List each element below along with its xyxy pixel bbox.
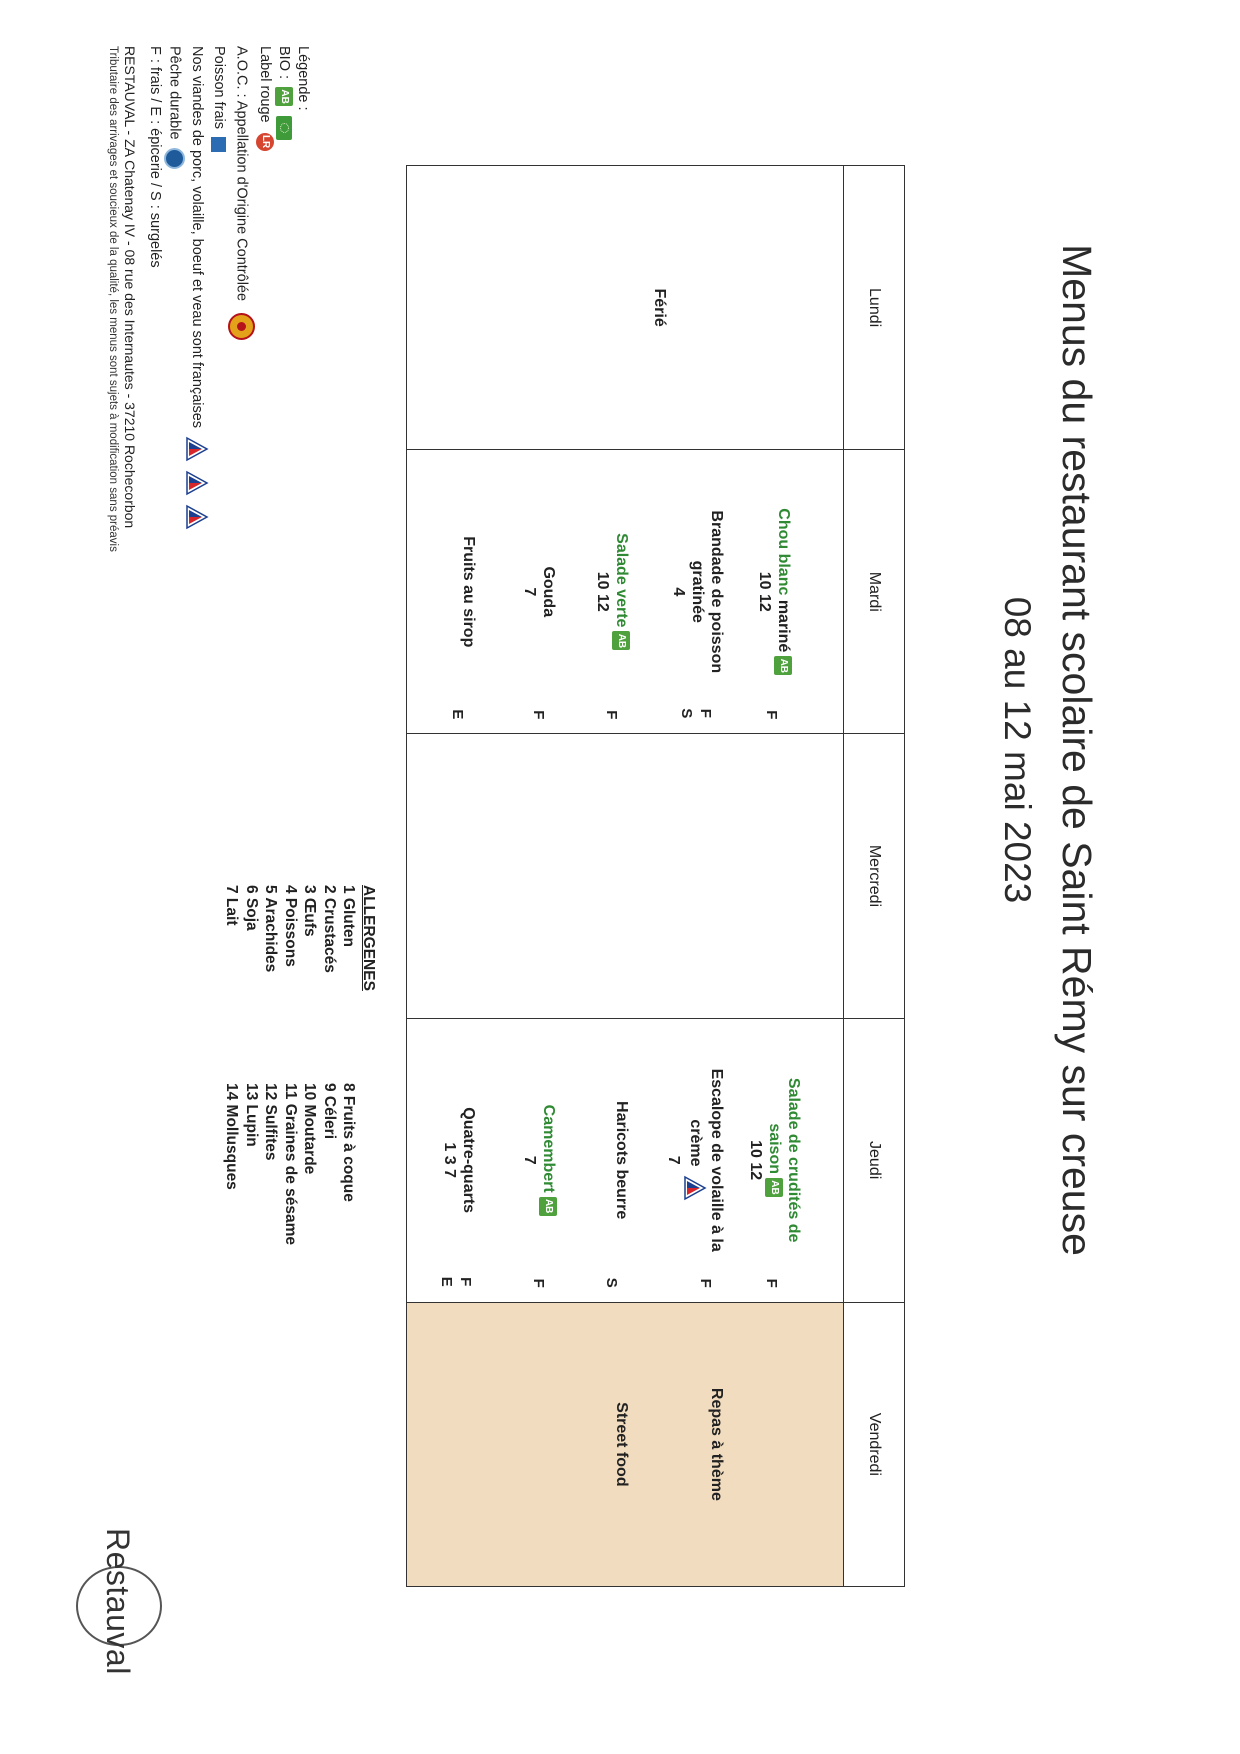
bio-icon: AB bbox=[275, 87, 293, 106]
dish-fruits-sirop bbox=[459, 450, 478, 733]
dish-escalope bbox=[664, 1019, 726, 1302]
allergen-codes: 10 12 bbox=[594, 571, 611, 612]
cell-jeudi bbox=[407, 1018, 844, 1302]
allergen-item: 2 Crustacés bbox=[321, 885, 338, 973]
boeuf-francais-icon bbox=[185, 504, 209, 530]
origin-code: F bbox=[530, 710, 547, 720]
bio-icon: AB bbox=[612, 631, 630, 650]
allergen-item: 6 Soja bbox=[243, 885, 260, 931]
allergen-item: 3 Œufs bbox=[301, 885, 319, 937]
holiday-label: Férié bbox=[651, 288, 668, 327]
allergen-codes: 10 12 bbox=[756, 571, 773, 612]
dish-name: Escalope de volaille à la crème bbox=[686, 1068, 725, 1252]
allergen-item: 13 Lupin bbox=[243, 1083, 260, 1147]
legend-viandes bbox=[185, 46, 209, 530]
legend-poisson bbox=[209, 46, 228, 530]
dish-gouda bbox=[520, 450, 558, 733]
viande-francaise-icon bbox=[683, 1175, 707, 1201]
header-jeudi: Jeudi bbox=[844, 1018, 905, 1302]
dish-quatre-quarts bbox=[440, 1019, 478, 1302]
day-header-row bbox=[844, 166, 905, 1587]
weekly-menu-table bbox=[406, 165, 905, 1587]
dish-name: Quatre-quarts bbox=[460, 1107, 477, 1214]
dish-name-green: Camembert bbox=[540, 1104, 557, 1193]
cell-vendredi bbox=[407, 1302, 844, 1586]
origin-code: F E bbox=[438, 1276, 474, 1287]
restauval-logo bbox=[38, 1528, 170, 1675]
legend-label-rouge-label: Label rouge bbox=[257, 46, 273, 123]
dish-name: mariné bbox=[775, 595, 792, 653]
legend bbox=[145, 46, 312, 530]
origin-code: F S bbox=[678, 708, 714, 719]
poisson-frais-icon bbox=[211, 137, 226, 152]
allergen-codes: 4 bbox=[670, 587, 687, 597]
dish-name-green: Salade de crudités de saison bbox=[766, 1077, 802, 1243]
allergen-codes: 7 bbox=[521, 587, 538, 597]
allergens-list bbox=[223, 885, 379, 1246]
legend-peche-label: Pêche durable bbox=[166, 46, 183, 140]
allergen-item: 11 Graines de sésame bbox=[282, 1083, 299, 1246]
dish-name-green: Salade verte bbox=[613, 533, 630, 628]
label-rouge-icon: LR bbox=[256, 133, 274, 151]
dish-name-green: Chou blanc bbox=[775, 508, 792, 596]
dish-name: Gouda bbox=[540, 566, 557, 618]
origin-code: S bbox=[603, 1277, 620, 1288]
logo-text: Restauval bbox=[100, 1528, 136, 1675]
origin-code: F bbox=[603, 710, 620, 720]
origin-code: F bbox=[763, 1278, 780, 1288]
origin-code: E bbox=[449, 709, 466, 720]
allergen-item: 10 Moutarde bbox=[301, 1083, 319, 1175]
dish-camembert bbox=[520, 1019, 558, 1302]
allergen-item: 5 Arachides bbox=[262, 885, 280, 973]
dish-salade-verte bbox=[593, 450, 631, 733]
legend-poisson-label: Poisson frais bbox=[211, 46, 227, 130]
page-title: Menus du restaurant scolaire de Saint Rémy sur creuse bbox=[1054, 244, 1100, 1256]
allergen-item: 12 Sulfites bbox=[262, 1083, 280, 1161]
dish-brandade bbox=[669, 450, 726, 733]
allergen-item: 7 Lait bbox=[223, 885, 241, 926]
header-mardi: Mardi bbox=[844, 450, 905, 734]
theme-meal-label: Repas à thème bbox=[708, 1387, 725, 1501]
legend-viandes-label: Nos viandes de porc, volaille, boeuf et veau sont françaises bbox=[189, 46, 206, 429]
allergens-col-2 bbox=[222, 1083, 359, 1245]
legend-aoc bbox=[228, 46, 255, 530]
cell-lundi bbox=[407, 166, 844, 450]
legend-bio bbox=[274, 46, 293, 530]
legend-title: Légende : bbox=[295, 46, 311, 111]
allergen-item: 8 Fruits à coque bbox=[340, 1083, 358, 1202]
dish-name: Brandade de poisson gratinée bbox=[689, 510, 725, 674]
origin-code: F bbox=[697, 1278, 714, 1288]
bio-icon: AB bbox=[765, 1178, 783, 1197]
origin-code: F bbox=[763, 710, 780, 720]
allergens-col-1 bbox=[222, 885, 359, 973]
aoc-seal-icon bbox=[228, 313, 255, 340]
allergen-item: 9 Céleri bbox=[321, 1083, 338, 1140]
footer-notice: Tributaire des arrivages et soucieux de la qualité, les menus sont sujets à modification sans préavis bbox=[107, 46, 119, 552]
allergen-codes: 1 3 7 bbox=[441, 1142, 458, 1178]
allergen-codes: 7 bbox=[521, 1155, 538, 1165]
dish-chou-blanc bbox=[755, 450, 793, 733]
eu-organic-leaf-icon bbox=[276, 116, 292, 140]
date-range: 08 au 12 mai 2023 bbox=[997, 596, 1038, 904]
origin-code: F bbox=[530, 1278, 547, 1288]
cell-mardi bbox=[407, 450, 844, 734]
legend-aoc-label: A.O.C. : Appellation d'Origine Contrôlée bbox=[233, 46, 250, 302]
header-vendredi: Vendredi bbox=[844, 1302, 905, 1586]
allergen-codes: 10 12 bbox=[747, 1140, 764, 1181]
volaille-francaise-icon bbox=[185, 470, 209, 496]
dish-haricots bbox=[612, 1019, 631, 1302]
menu-row bbox=[407, 166, 844, 1587]
allergen-item: 4 Poissons bbox=[282, 885, 299, 967]
legend-label-rouge bbox=[255, 46, 274, 530]
dish-salade-crudites bbox=[746, 1019, 803, 1302]
cell-mercredi bbox=[407, 734, 844, 1018]
allergen-item: 1 Gluten bbox=[340, 885, 358, 948]
dish-name: Haricots beurre bbox=[613, 1101, 630, 1220]
legend-codes: F : frais / E : épicerie / S : surgelés bbox=[147, 46, 163, 268]
bio-icon: AB bbox=[539, 1197, 557, 1216]
header-lundi: Lundi bbox=[844, 166, 905, 450]
viande-francaise-icon bbox=[185, 436, 209, 462]
street-food-label: Street food bbox=[613, 1402, 630, 1487]
allergen-item: 14 Mollusques bbox=[223, 1083, 241, 1190]
peche-durable-icon bbox=[164, 148, 185, 169]
footer-address: RESTAUVAL - ZA Chatenay IV - 08 rue des Internautes - 37210 Rochecorbon bbox=[122, 46, 138, 529]
allergen-codes: 7 bbox=[665, 1155, 682, 1165]
allergens-heading: ALLERGENES bbox=[360, 885, 377, 991]
header-mercredi: Mercredi bbox=[844, 734, 905, 1018]
legend-bio-label: BIO : bbox=[276, 46, 292, 80]
legend-peche bbox=[164, 46, 185, 530]
bio-icon: AB bbox=[774, 656, 792, 675]
dish-name: Fruits au sirop bbox=[460, 536, 477, 648]
